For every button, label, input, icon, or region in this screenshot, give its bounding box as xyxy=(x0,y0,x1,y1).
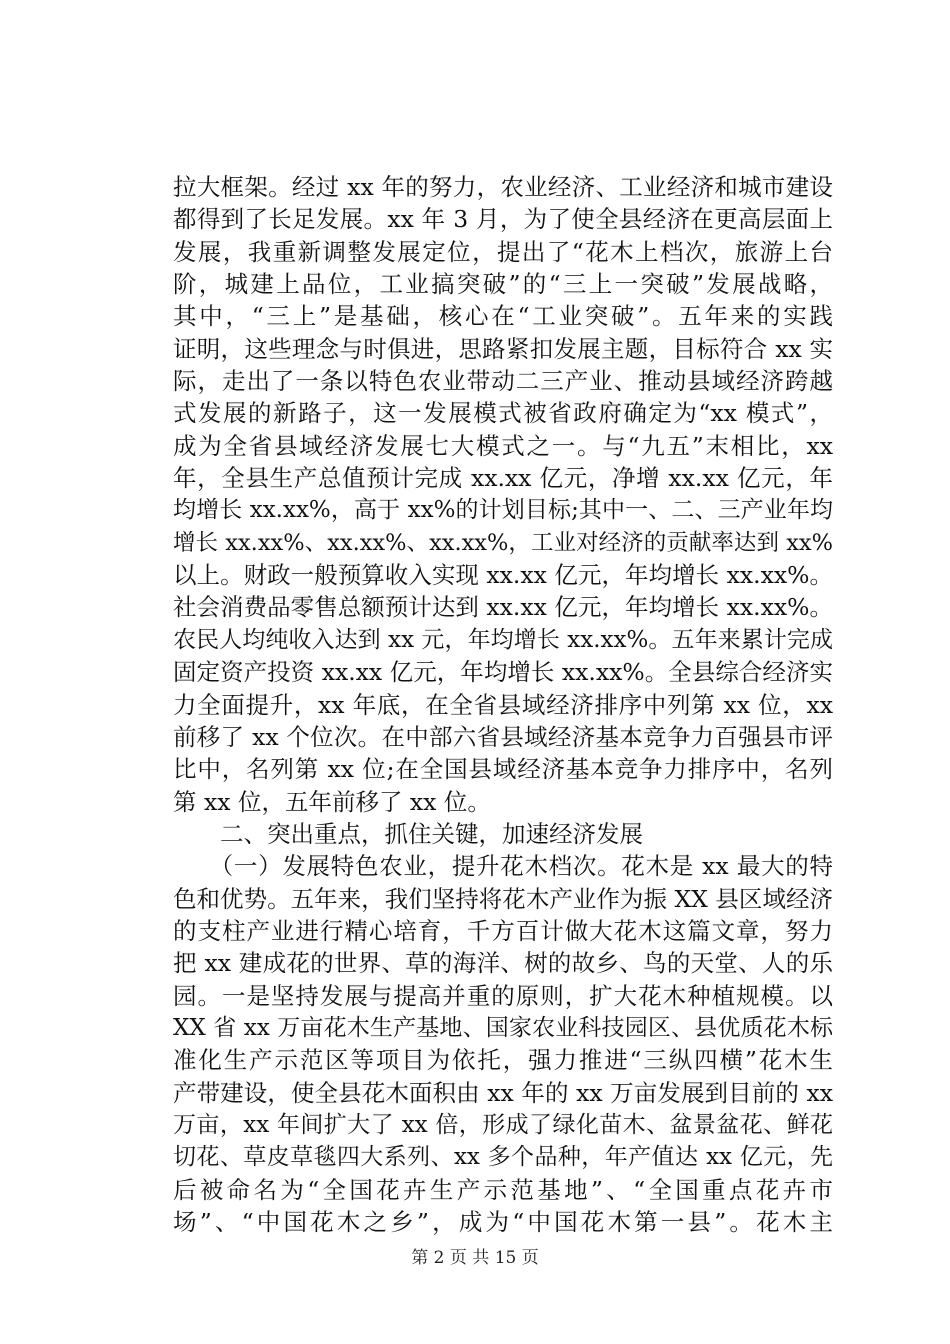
text-line: 阶，城建上品位，工业搞突破”的“三上一突破”发展战略， xyxy=(173,270,833,299)
text-line: 力全面提升，xx 年底，在全省县域经济排序中列第 xx 位，xx xyxy=(173,690,833,719)
text-line: 拉大框架。经过 xx 年的努力，农业经济、工业经济和城市建设 xyxy=(173,173,833,201)
text-line: 都得到了长足发展。xx 年 3 月，为了使全县经济在更高层面上 xyxy=(173,205,833,234)
text-line: 固定资产投资 xx.xx 亿元，年均增长 xx.xx%。全县综合经济实 xyxy=(173,658,833,687)
text-line: 年，全县生产总值预计完成 xx.xx 亿元，净增 xx.xx 亿元，年 xyxy=(173,464,833,493)
text-line: 第 xx 位，五年前移了 xx 位。 xyxy=(173,787,491,816)
text-line: 万亩，xx 年间扩大了 xx 倍，形成了绿化苗木、盆景盆花、鲜花 xyxy=(173,1111,833,1138)
text-line: 产带建设，使全县花木面积由 xx 年的 xx 万亩发展到目前的 xx xyxy=(173,1078,833,1107)
section-heading: 二、突出重点，抓住关键，加速经济发展 xyxy=(173,819,643,848)
text-line: 的支柱产业进行精心培育，千方百计做大花木这篇文章，努力 xyxy=(173,916,833,945)
text-line: （一）发展特色农业，提升花木档次。花木是 xx 最大的特 xyxy=(173,852,833,881)
text-line: 证明，这些理念与时俱进，思路紧扣发展主题，目标符合 xx 实 xyxy=(173,334,833,363)
text-line: 均增长 xx.xx%，高于 xx%的计划目标;其中一、二、三产业年均 xyxy=(173,497,833,524)
text-line: 社会消费品零售总额预计达到 xx.xx 亿元，年均增长 xx.xx%。 xyxy=(173,593,833,622)
text-line: 把 xx 建成花的世界、草的海洋、树的故乡、鸟的天堂、人的乐 xyxy=(173,949,833,978)
text-line: 场”、“中国花木之乡”，成为“中国花木第一县”。花木主 xyxy=(173,1208,833,1236)
document-body xyxy=(173,171,833,1238)
text-line: 发展，我重新调整发展定位，提出了“花木上档次，旅游上台 xyxy=(173,237,833,266)
text-line: 成为全省县域经济发展七大模式之一。与“九五”末相比，xx xyxy=(173,431,833,460)
text-line: 农民人均纯收入达到 xx 元，年均增长 xx.xx%。五年来累计完成 xyxy=(173,626,833,653)
text-line: 后被命名为“全国花卉生产示范基地”、“全国重点花卉市 xyxy=(173,1175,833,1204)
text-line: 式发展的新路子，这一发展模式被省政府确定为“xx 模式”， xyxy=(173,399,833,428)
text-line: 际，走出了一条以特色农业带动二三产业、推动县域经济跨越 xyxy=(173,367,833,396)
text-line: 园。一是坚持发展与提高并重的原则，扩大花木种植规模。以 xyxy=(173,981,833,1010)
text-line: 准化生产示范区等项目为依托，强力推进“三纵四横”花木生 xyxy=(173,1046,833,1075)
page-footer: 第 2 页 共 15 页 xyxy=(411,1248,539,1268)
text-line: 前移了 xx 个位次。在中部六省县域经济基本竞争力百强县市评 xyxy=(173,722,833,751)
text-line: 以上。财政一般预算收入实现 xx.xx 亿元，年均增长 xx.xx%。 xyxy=(173,561,833,590)
text-line: 比中，名列第 xx 位;在全国县域经济基本竞争力排序中，名列 xyxy=(173,755,833,784)
text-line: XX 省 xx 万亩花木生产基地、国家农业科技园区、县优质花木标 xyxy=(173,1014,833,1041)
text-line: 切花、草皮草毯四大系列、xx 多个品种，年产值达 xx 亿元，先 xyxy=(173,1144,833,1171)
text-line: 其中，“三上”是基础，核心在“工业突破”。五年来的实践 xyxy=(173,302,833,331)
text-line: 色和优势。五年来，我们坚持将花木产业作为振 XX 县区域经济 xyxy=(173,884,833,913)
text-line: 增长 xx.xx%、xx.xx%、xx.xx%，工业对经济的贡献率达到 xx% xyxy=(173,529,833,556)
